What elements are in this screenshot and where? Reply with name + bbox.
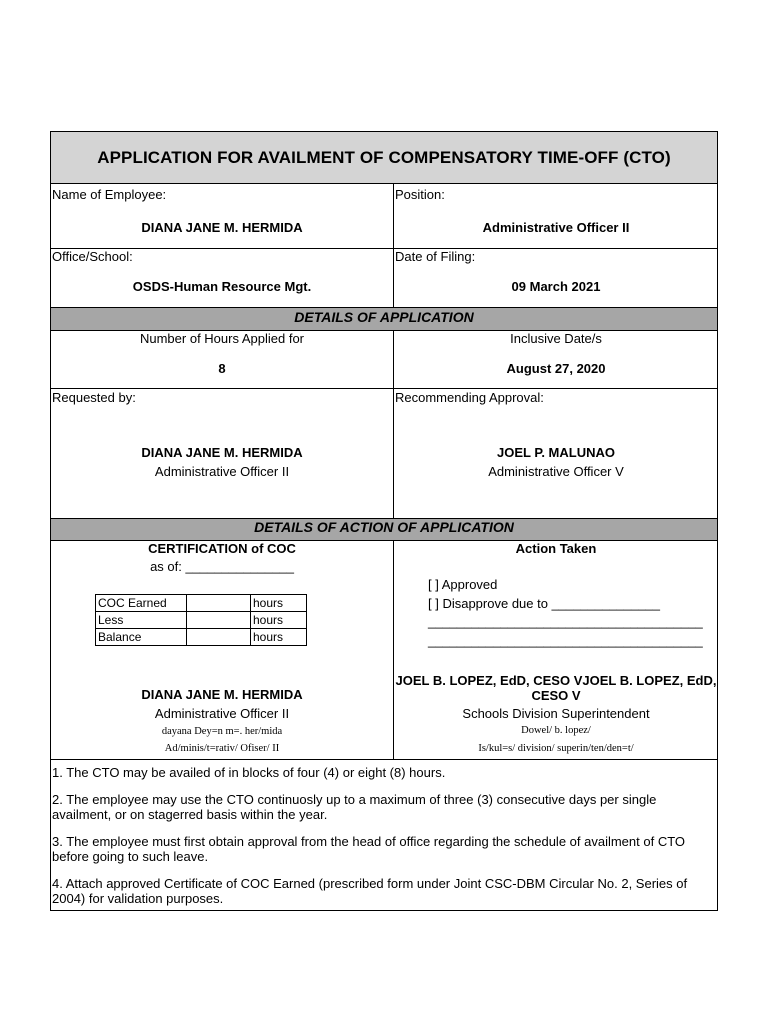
- office-label: Office/School:: [52, 249, 133, 264]
- filing-date-label: Date of Filing:: [395, 249, 476, 264]
- cto-application-form: [50, 131, 718, 911]
- disapprove-option[interactable]: [ ] Disapprove due to _______________: [428, 596, 661, 611]
- hours-label: Number of Hours Applied for: [139, 331, 305, 346]
- approved-option[interactable]: [ ] Approved: [428, 577, 498, 592]
- recommending-title: Administrative Officer V: [488, 464, 624, 479]
- form-title: APPLICATION FOR AVAILMENT OF COMPENSATORY TIME-OFF (CTO): [97, 148, 671, 167]
- note-1: 1. The CTO may be availed of in blocks of four (4) or eight (8) hours.: [52, 765, 446, 780]
- reason-line-1: ______________________________________: [428, 614, 703, 629]
- reason-line-2: ______________________________________: [428, 633, 703, 648]
- position-value: Administrative Officer II: [482, 220, 630, 235]
- certifier-phonetic-name: dayana Dey=n m=. her/mida: [161, 726, 283, 737]
- note-4: 4. Attach approved Certificate of COC Earned (prescribed form under Joint CSC-DBM Circular No. 2, Series of 2004) for validation purposes.: [52, 876, 688, 906]
- action-heading: DETAILS OF ACTION OF APPLICATION: [254, 519, 514, 535]
- note-3: 3. The employee must first obtain approval from the head of office regarding the schedule of availment of CTO before going to such leave.: [52, 834, 686, 864]
- superintendent-name-line2: CESO V: [531, 688, 581, 703]
- balance-unit: hours: [251, 629, 307, 646]
- office-value: OSDS-Human Resource Mgt.: [132, 279, 312, 294]
- certification-heading: CERTIFICATION of COC: [148, 541, 296, 556]
- superintendent-name-line1: JOEL B. LOPEZ, EdD, CESO VJOEL B. LOPEZ, EdD,: [395, 673, 717, 688]
- divider: [51, 759, 717, 760]
- recommending-name: JOEL P. MALUNAO: [497, 445, 615, 460]
- balance-label: Balance: [96, 629, 187, 646]
- divider: [51, 183, 717, 184]
- superintendent-phonetic-title: Is/kul=s/ division/ superin/ten/den=t/: [478, 743, 634, 754]
- hours-value: 8: [218, 361, 226, 376]
- action-taken-heading: Action Taken: [515, 541, 597, 556]
- superintendent-title: Schools Division Superintendent: [462, 706, 650, 721]
- details-heading: DETAILS OF APPLICATION: [294, 309, 474, 325]
- divider: [51, 388, 717, 389]
- table-row: [96, 629, 307, 646]
- employee-name-label: Name of Employee:: [52, 187, 167, 202]
- coc-earned-value[interactable]: [187, 595, 251, 612]
- table-row: [96, 612, 307, 629]
- column-divider: [393, 330, 394, 518]
- filing-date-value: 09 March 2021: [511, 279, 601, 294]
- less-unit: hours: [251, 612, 307, 629]
- balance-value[interactable]: [187, 629, 251, 646]
- certifier-title: Administrative Officer II: [154, 706, 290, 721]
- less-value[interactable]: [187, 612, 251, 629]
- requested-by-label: Requested by:: [52, 390, 136, 405]
- superintendent-phonetic-name: Dowel/ b. lopez/: [521, 725, 591, 736]
- coc-earned-unit: hours: [251, 595, 307, 612]
- recommending-label: Recommending Approval:: [395, 390, 544, 405]
- less-label: Less: [96, 612, 187, 629]
- dates-label: Inclusive Date/s: [510, 331, 602, 346]
- requested-by-title: Administrative Officer II: [154, 464, 290, 479]
- coc-table: [95, 594, 307, 646]
- requested-by-name: DIANA JANE M. HERMIDA: [141, 445, 303, 460]
- certifier-name: DIANA JANE M. HERMIDA: [141, 687, 303, 702]
- as-of-line: as of: _______________: [150, 559, 294, 574]
- employee-name-value: DIANA JANE M. HERMIDA: [141, 220, 303, 235]
- dates-value: August 27, 2020: [506, 361, 606, 376]
- divider: [51, 248, 717, 249]
- position-label: Position:: [395, 187, 445, 202]
- coc-earned-label: COC Earned: [96, 595, 187, 612]
- certifier-phonetic-title: Ad/minis/t=rativ/ Ofiser/ II: [164, 743, 280, 754]
- table-row: [96, 595, 307, 612]
- note-2: 2. The employee may use the CTO continuosly up to a maximum of three (3) consecutive days per single availment, or on stagerred basis within the year.: [52, 792, 657, 822]
